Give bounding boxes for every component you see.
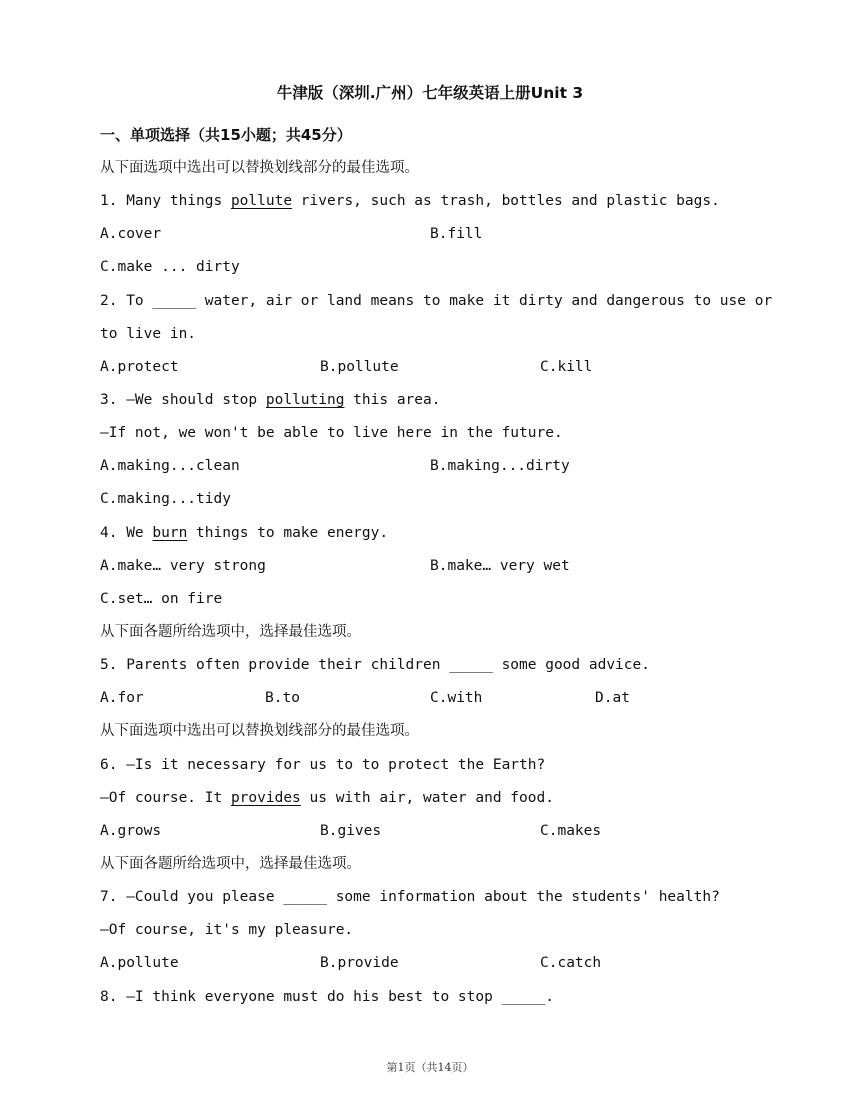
underlined-word: polluting <box>265 392 345 408</box>
q1-option-a: A.cover <box>100 226 162 242</box>
q6-option-c: C.makes <box>540 823 602 839</box>
q4-option-a: A.make… very strong <box>100 558 266 574</box>
question-3-line-1: 3. —We should stop polluting this area. <box>100 392 441 408</box>
underlined-word: pollute <box>230 193 293 209</box>
question-7-line-1: 7. —Could you please _____ some information about the students' health? <box>100 889 720 905</box>
q3-option-a: A.making...clean <box>100 458 240 474</box>
q5-option-a: A.for <box>100 690 144 706</box>
question-1: 1. Many things pollute rivers, such as trash, bottles and plastic bags. <box>100 193 720 209</box>
question-2-line-1: 2. To _____ water, air or land means to make it dirty and dangerous to use or <box>100 293 773 309</box>
q2-option-a: A.protect <box>100 359 179 375</box>
document-title: 牛津版（深圳.广州）七年级英语上册Unit 3 <box>276 84 584 102</box>
instruction-replace-2: 从下面选项中选出可以替换划线部分的最佳选项。 <box>100 723 419 739</box>
q6-option-b: B.gives <box>320 823 382 839</box>
instruction-replace-1: 从下面选项中选出可以替换划线部分的最佳选项。 <box>100 160 419 176</box>
q4-option-b: B.make… very wet <box>430 558 570 574</box>
question-6-line-2: —Of course. It provides us with air, water and food. <box>100 790 554 806</box>
q7-option-a: A.pollute <box>100 955 179 971</box>
q1-option-b: B.fill <box>430 226 483 242</box>
q2-option-b: B.pollute <box>320 359 399 375</box>
instruction-choose-1: 从下面各题所给选项中，选择最佳选项。 <box>100 624 361 640</box>
q2-option-c: C.kill <box>540 359 593 375</box>
q1-option-c: C.make ... dirty <box>100 259 240 275</box>
q3-option-c: C.making...tidy <box>100 491 231 507</box>
underlined-word: provides <box>230 790 301 806</box>
section-heading: 一、单项选择（共15小题；共45分） <box>100 126 352 144</box>
underlined-word: burn <box>152 525 188 541</box>
question-8-line-1: 8. —I think everyone must do his best to stop _____. <box>100 989 554 1005</box>
q6-option-a: A.grows <box>100 823 162 839</box>
question-3-line-2: —If not, we won't be able to live here in the future. <box>100 425 563 441</box>
q5-option-d: D.at <box>595 690 630 706</box>
q5-option-c: C.with <box>430 690 483 706</box>
q4-option-c: C.set… on fire <box>100 591 223 607</box>
q5-option-b: B.to <box>265 690 300 706</box>
q7-option-b: B.provide <box>320 955 399 971</box>
question-2-line-2: to live in. <box>100 326 197 342</box>
question-4: 4. We burn things to make energy. <box>100 525 389 541</box>
page-footer: 第1页（共14页） <box>386 1061 474 1074</box>
question-5: 5. Parents often provide their children _____ some good advice. <box>100 657 650 673</box>
q7-option-c: C.catch <box>540 955 602 971</box>
instruction-choose-2: 从下面各题所给选项中，选择最佳选项。 <box>100 856 361 872</box>
question-6-line-1: 6. —Is it necessary for us to to protect the Earth? <box>100 757 546 773</box>
question-7-line-2: —Of course, it's my pleasure. <box>100 922 354 938</box>
q3-option-b: B.making...dirty <box>430 458 570 474</box>
